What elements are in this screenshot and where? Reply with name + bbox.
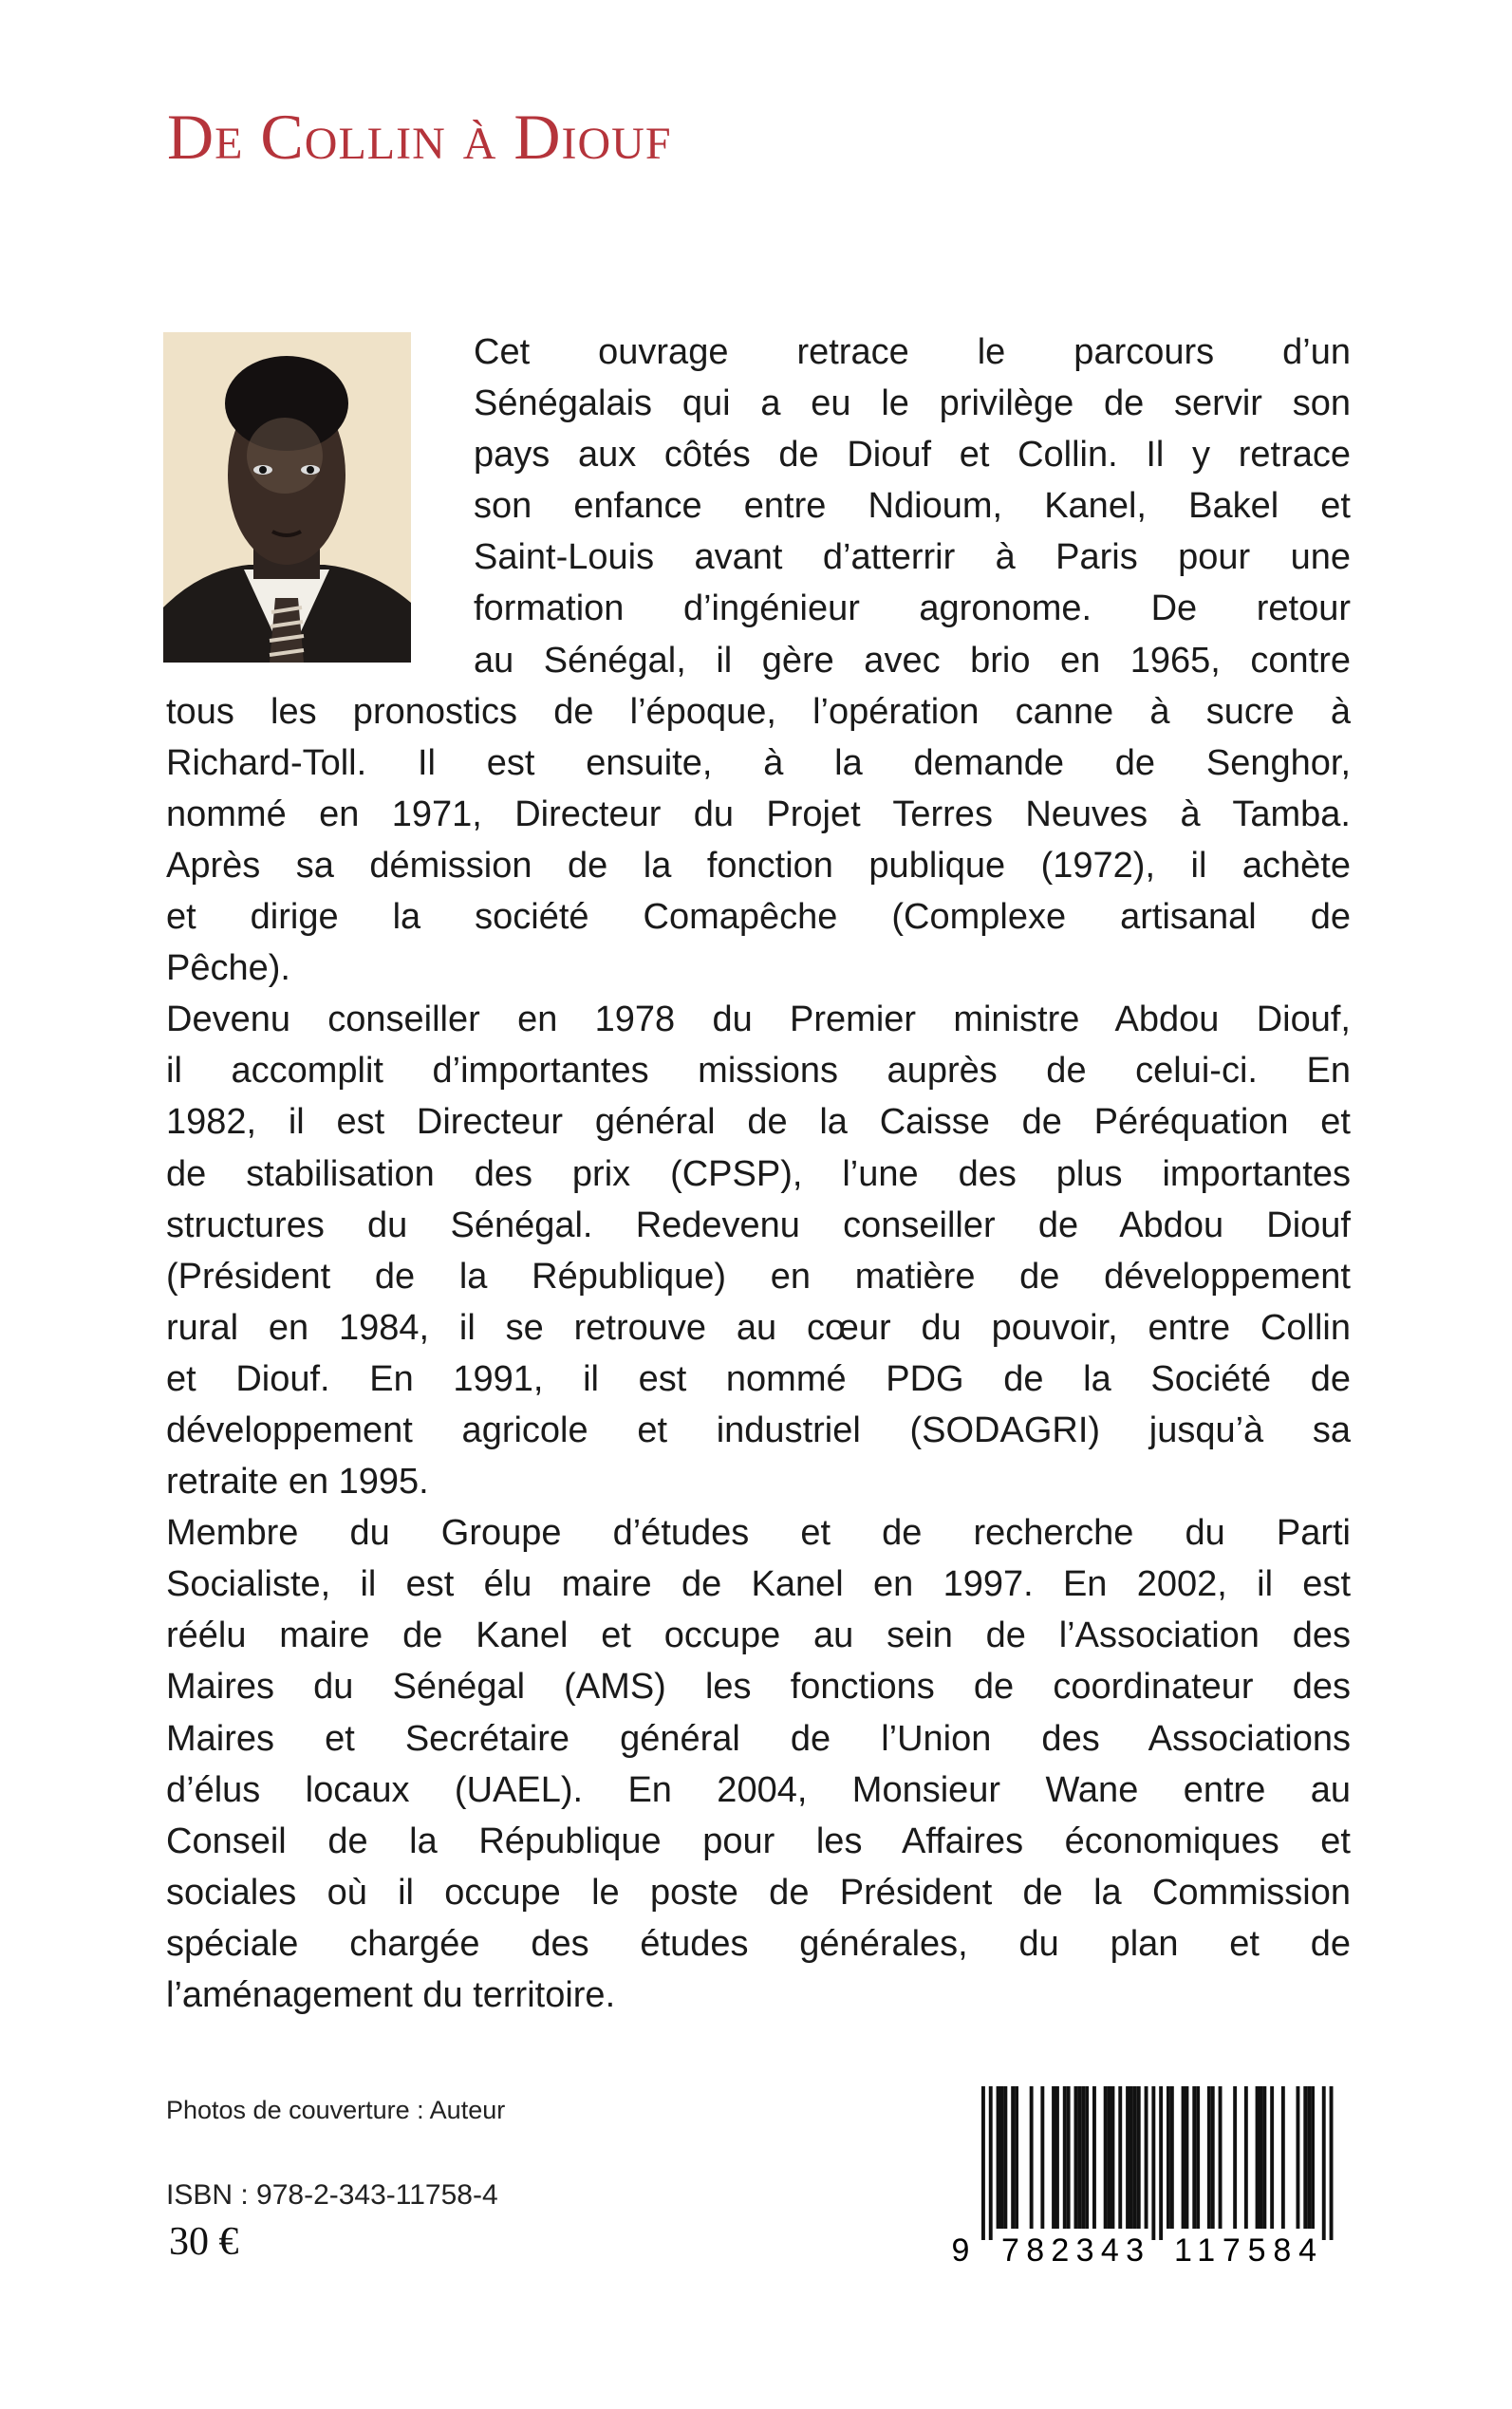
barcode-bar [1000,2086,1004,2229]
summary-line: de stabilisation des prix (CPSP), l’une des plus importantes [166,1153,1351,1194]
barcode-bar [1111,2086,1115,2229]
barcode-bar [1040,2086,1044,2229]
barcode-bar [1074,2086,1078,2229]
summary-line: structures du Sénégal. Redevenu conseiller de Abdou Diouf [166,1204,1351,1245]
barcode-bar [1129,2086,1133,2229]
summary-line: Après sa démission de la fonction publique (1972), il achète [166,845,1351,886]
barcode-bar [1233,2086,1237,2229]
summary-line: Maires du Sénégal (AMS) les fonctions de coordinateur des [166,1667,1351,1708]
summary-line: Saint-Louis avant d’atterrir à Paris pour une [474,537,1351,578]
barcode-bar [1244,2086,1248,2229]
barcode-bar [1322,2086,1326,2240]
summary-line: 1982, il est Directeur général de la Caisse de Péréquation et [166,1102,1351,1143]
barcode-bar [989,2086,993,2240]
barcode-bar [1192,2086,1196,2229]
barcode-bar [1011,2086,1015,2229]
barcode-bar [1167,2086,1170,2229]
barcode-bar [1159,2086,1163,2240]
summary-line: nommé en 1971, Directeur du Projet Terres Neuves à Tamba. [166,794,1351,834]
barcode-bar [997,2086,1000,2229]
barcode-bar [1055,2086,1059,2229]
summary-line: pays aux côtés de Diouf et Collin. Il y retrace [474,435,1351,476]
barcode-bar [1256,2086,1260,2229]
summary-line: Cet ouvrage retrace le parcours d’un [474,332,1351,372]
barcode-bar [1182,2086,1185,2229]
barcode-bar [1052,2086,1055,2229]
barcode-bar [1270,2086,1274,2229]
barcode-bar [1207,2086,1211,2229]
summary-line: il accomplit d’importantes missions auprès de celui-ci. En [166,1051,1351,1092]
summary-line: d’élus locaux (UAEL). En 2004, Monsieur Wane entre au [166,1769,1351,1810]
barcode-bar [1307,2086,1311,2229]
summary-line: au Sénégal, il gère avec brio en 1965, contre [474,640,1351,681]
barcode-left-digits: 782343 [1001,2232,1144,2269]
summary-line: sociales où il occupe le poste de Président de la Commission [166,1872,1351,1913]
barcode-bar [981,2086,985,2240]
barcode-right-digits: 117584 [1174,2232,1316,2269]
barcode-bar [1262,2086,1266,2229]
barcode-bar [1330,2086,1334,2240]
barcode-bar [1196,2086,1200,2229]
summary-line: (Président de la République) en matière de développement [166,1256,1351,1297]
summary-line: Socialiste, il est élu maire de Kanel en 1997. En 2002, il est [166,1564,1351,1605]
book-title: De Collin à Diouf [167,101,672,173]
barcode-bar [1151,2086,1155,2240]
isbn: ISBN : 978-2-343-11758-4 [166,2179,498,2211]
summary-line: Membre du Groupe d’études et de recherche du Parti [166,1513,1351,1554]
barcode [940,2079,1348,2269]
barcode-bar [1281,2086,1285,2229]
barcode-bar [1085,2086,1089,2229]
summary-line: Maires et Secrétaire général de l’Union des Associations [166,1718,1351,1759]
summary-line: et dirige la société Comapêche (Complexe artisanal de [166,897,1351,938]
barcode-bar [1145,2086,1148,2229]
barcode-bar [1211,2086,1215,2229]
barcode-bar [1126,2086,1129,2229]
barcode-bar [1170,2086,1174,2229]
barcode-bar [1015,2086,1018,2229]
barcode-bar [1081,2086,1085,2229]
barcode-bar [1092,2086,1096,2229]
barcode-bar [1003,2086,1007,2229]
barcode-bar [1118,2086,1122,2229]
barcode-bar [1030,2086,1034,2229]
summary-line: tous les pronostics de l’époque, l’opération canne à sucre à [166,691,1351,732]
barcode-bar [1137,2086,1141,2229]
summary-line: formation d’ingénieur agronome. De retour [474,588,1351,629]
summary-line: Pêche). [166,948,290,989]
summary-line: l’aménagement du territoire. [166,1975,616,2015]
barcode-bar [1063,2086,1067,2229]
summary-line: Richard-Toll. Il est ensuite, à la demande de Senghor, [166,742,1351,783]
barcode-first-digit: 9 [951,2232,970,2269]
summary-line: Conseil de la République pour les Affaires économiques et [166,1821,1351,1861]
summary-line: réélu maire de Kanel et occupe au sein de l’Association des [166,1615,1351,1656]
barcode-bar [1311,2086,1315,2229]
photo-credit: Photos de couverture : Auteur [166,2096,506,2124]
back-cover-summary [166,327,1351,2021]
summary-line: son enfance entre Ndioum, Kanel, Bakel et [474,486,1351,527]
barcode-bar [1067,2086,1071,2229]
barcode-bar [1185,2086,1189,2229]
barcode-bar [1108,2086,1111,2229]
barcode-bar [1297,2086,1300,2229]
summary-line: Devenu conseiller en 1978 du Premier ministre Abdou Diouf, [166,999,1351,1040]
summary-line: Sénégalais qui a eu le privilège de servir son [474,383,1351,424]
barcode-bar [1219,2086,1223,2229]
barcode-bar [1260,2086,1263,2229]
barcode-bar [1077,2086,1081,2229]
summary-line: développement agricole et industriel (SODAGRI) jusqu’à sa [166,1410,1351,1450]
price: 30 € [169,2220,239,2264]
barcode-bar [1104,2086,1108,2229]
barcode-bar [1303,2086,1307,2229]
barcode-bar [1133,2086,1137,2229]
summary-line: spéciale chargée des études générales, du plan et de [166,1923,1351,1964]
summary-line: retraite en 1995. [166,1462,429,1503]
summary-line: rural en 1984, il se retrouve au cœur du pouvoir, entre Collin [166,1307,1351,1348]
summary-line: et Diouf. En 1991, il est nommé PDG de la Société de [166,1358,1351,1399]
